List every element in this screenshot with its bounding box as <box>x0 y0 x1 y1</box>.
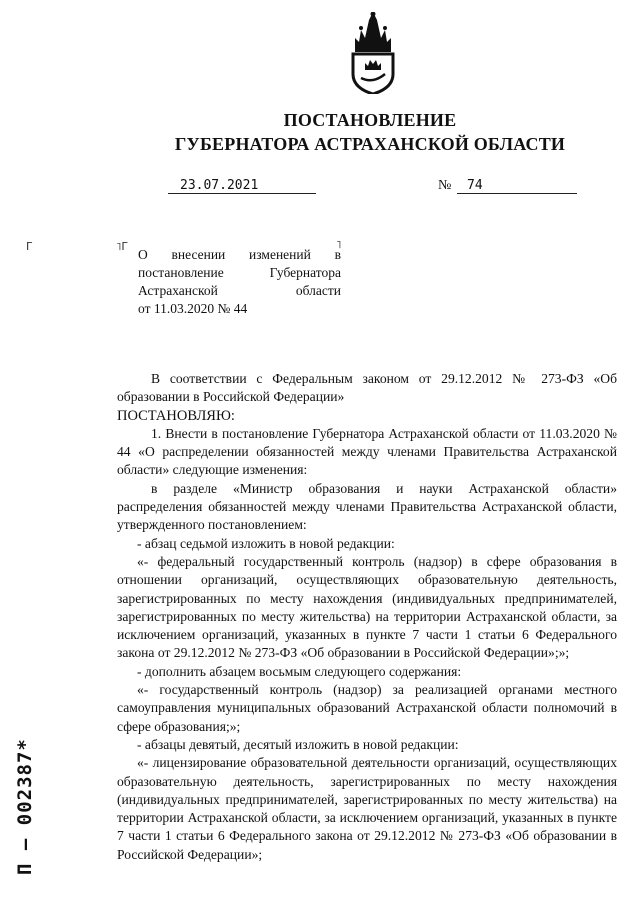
decree-word: ПОСТАНОВЛЯЮ: <box>117 407 235 424</box>
body-paragraph: - дополнить абзацем восьмым следующего содержания: <box>137 663 462 679</box>
corner-mark-middle: ˥Г <box>116 240 129 253</box>
corner-mark-left: Г <box>26 240 33 253</box>
body-paragraph: - абзацы девятый, десятый изложить в новой редакции: <box>137 736 459 752</box>
body-paragraph: «- лицензирование образовательной деятельности организаций, осуществляющих образовательную деятельность, зарегистрированных по месту нахождения (индивидуальных предпринимателей, зарегистрированных по месту жительства) на территории Астраханской области, за исключением организаций, указанных в пункте 7 части 1 статьи 6 Федерального закона от 29.12.2012 № 273-ФЗ «Об образовании в Российской Федерации»; <box>117 755 617 862</box>
corner-mark-right: ˥ <box>336 238 342 251</box>
coat-of-arms-emblem <box>349 12 397 94</box>
document-side-identifier: П – 002387* <box>14 738 36 875</box>
body-paragraph: в разделе «Министр образования и науки Астраханской области» распределения обязанностей между членами Правительства Астраханской области, утвержденного постановлением: <box>117 480 617 533</box>
subject-line: постановление Губернатора <box>138 265 341 280</box>
body-paragraph: В соответствии с Федеральным законом от 29.12.2012 № 273-ФЗ «Об образовании в Российской Федерации» <box>117 371 617 405</box>
body-paragraph: 1. Внести в постановление Губернатора Астраханской области от 11.03.2020 № 44 «О распределении обязанностей между членами Правительства Астраханской области» следующие изменения: <box>117 425 617 478</box>
number-label: № <box>438 178 452 193</box>
subject-line: от 11.03.2020 № 44 <box>138 301 248 316</box>
document-body <box>117 370 617 864</box>
document-subject <box>138 246 341 318</box>
body-paragraph: «- федеральный государственный контроль (надзор) в сфере образования в отношении организаций, осуществляющих образовательную деятельность, зарегистрированных по месту нахождения (индивидуальных предпринимателей, зарегистрированных по месту жительства) на территории Астраханской области, за исключением организаций, указанных в пункте 7 части 1 статьи 6 Федерального закона от 29.12.2012 № 273-ФЗ «Об образовании в Российской Федерации»;»; <box>117 553 617 661</box>
subject-line: Астраханской области <box>138 283 341 298</box>
body-paragraph: - абзац седьмой изложить в новой редакции: <box>137 535 395 551</box>
document-number: 74 <box>457 178 577 194</box>
body-paragraph: «- государственный контроль (надзор) за реализацией органами местного самоуправления муниципальных образований Астраханской области полномочий в сфере образования;»; <box>117 682 617 734</box>
document-date: 23.07.2021 <box>168 178 316 194</box>
subject-line: О внесении изменений в <box>138 247 341 262</box>
document-title: ПОСТАНОВЛЕНИЕ <box>283 110 457 130</box>
document-issuer: ГУБЕРНАТОРА АСТРАХАНСКОЙ ОБЛАСТИ <box>174 134 566 154</box>
